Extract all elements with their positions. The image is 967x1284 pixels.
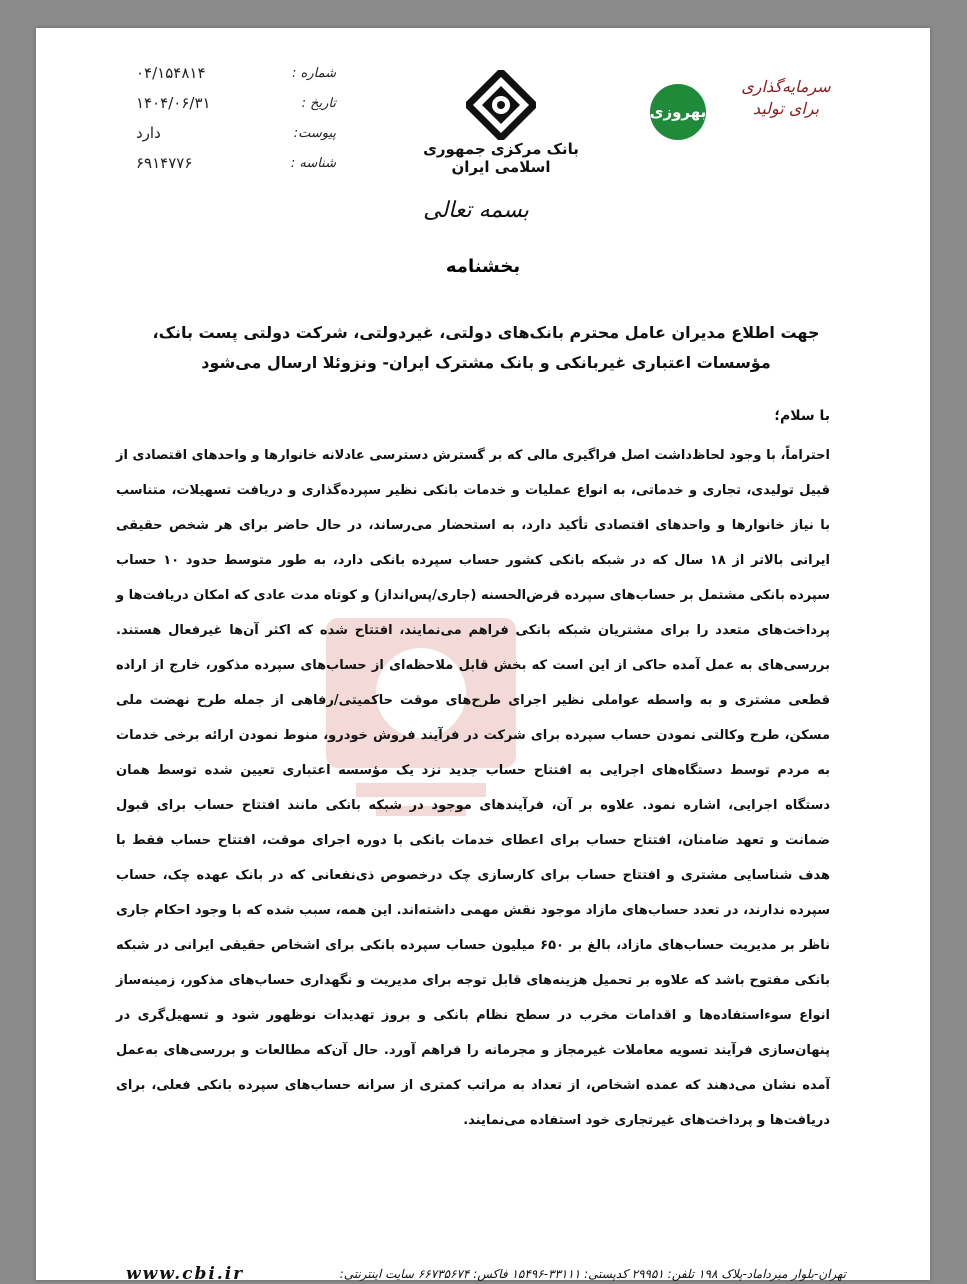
body-paragraph: احتراماً، با وجود لحاظ‌داشت اصل فراگیری مالی که بر گسترش دسترسی عادلانه خانوارها و واحدهای اقتصادی از قبیل تولیدی، تجاری و خدماتی، به انواع عملیات و خدمات بانکی نظیر سپرده‌گذاری و دریافت تسهیلات، متناسب با نیاز خانوارها و واحدهای اقتصادی تأکید دارد، به استحضار می‌رساند، در حال حاضر برای هر شخص حقیقی ایرانی بالاتر از ۱۸ سال که در شبکه بانکی کشور حساب سپرده بانکی دارد، به طور متوسط حدود ۱۰ حساب سپرده بانکی مشتمل بر حساب‌های سپرده قرض‌الحسنه (جاری/پس‌انداز) و کوتاه مدت عادی که امکان دریافت‌ها و پرداخت‌های متعدد را برای مشتریان شبکه بانکی فراهم می‌نمایند، افتتاح شده که اکثر آن‌ها غیرفعال هستند. بررسی‌های به عمل آمده حاکی از این است که بخش قابل ملاحظه‌ای از حساب‌های سپرده مذکور، خارج از اراده قطعی مشتری و به واسطه عواملی نظیر اجرای طرح‌های موقت حاکمیتی/رفاهی از جمله طرح نهضت ملی مسکن، طرح وکالتی نمودن حساب سپرده برای شرکت در فرآیند فروش خودرو، منوط نمودن ارائه برخی خدمات به مردم توسط دستگاه‌های اجرایی به افتتاح حساب جدید نزد یک مؤسسه اعتباری تعیین شده توسط همان دستگاه اجرایی، اشاره نمود. علاوه بر آن، فرآیندهای موجود در شبکه بانکی مانند افتتاح حساب برای قبول ضمانت و تعهد ضامنان، افتتاح حساب برای اعطای خدمات بانکی با دوره اجرای موقت، افتتاح حساب فقط با هدف شناسایی مشتری و افتتاح حساب برای کارسازی چک درخصوص ذی‌نفعانی که در بانک عهده چک، حساب سپرده ندارند، در تعدد حساب‌های مازاد موجود نقش مهمی داشته‌اند. این همه، سبب شده که با وجود احکام جاری ناظر بر مدیریت حساب‌های مازاد، بالغ بر ۶۵۰ میلیون حساب سپرده بانکی برای اشخاص حقیقی ایرانی در شبکه بانکی مفتوح باشد که علاوه بر تحمیل هزینه‌های قابل توجه برای مدیریت و نگهداری حساب‌های مذکور، زمینه‌ساز انواع سوءاستفاده‌ها و اقدامات مخرب در سطح نظام بانکی و بروز تهدیدات نوظهور شود و تسهیل‌گری در پنهان‌سازی فرآیند تسویه معاملات غیرمجاز و مجرمانه را فراهم آورد. حال آن‌که مطالعات و بررسی‌های به‌عمل آمده نشان می‌دهند که عمده اشخاص، از تعداد به مراتب کمتری از سرانه حساب‌های سپرده بانکی فعلی، برای دریافت‌ها و پرداخت‌های غیرتجاری خود استفاده می‌نمایند. <box>116 448 830 1128</box>
letter-meta <box>136 58 336 178</box>
meta-number <box>136 58 336 88</box>
besmellah: بسمه تعالی <box>423 198 529 223</box>
meta-id <box>136 148 336 178</box>
footer-address: تهران-بلوار میرداماد-پلاک ۱۹۸ تلفن: ۲۹۹۵۱ کدپستی: ۳۳۱۱۱-۱۵۴۹۶ فاکس: ۶۶۷۳۵۶۷۴ سایت اینترنتی: <box>339 1267 846 1281</box>
id-label: شناسه : <box>290 155 336 171</box>
meta-attachment <box>136 118 336 148</box>
attachment-label: پیوست: <box>293 125 336 141</box>
greeting: با سلام؛ <box>774 408 830 424</box>
recipients-line: جهت اطلاع مدیران عامل محترم بانک‌های دولتی، غیردولتی، شرکت دولتی پست بانک، مؤسسات اعتباری غیربانکی و بانک مشترک ایران- ونزوئلا ارسال می‌شود <box>152 323 820 372</box>
central-bank-logo-icon <box>466 70 536 140</box>
footer-website[interactable]: www.cbi.ir <box>126 1264 245 1284</box>
attachment-value: دارد <box>136 124 161 142</box>
bank-name: بانک مرکزی جمهوری اسلامی ایران <box>423 140 579 176</box>
date-value: ۱۴۰۴/۰۶/۳۱ <box>136 94 211 112</box>
id-value: ۶۹۱۴۷۷۶ <box>136 154 193 172</box>
footer <box>126 1264 846 1284</box>
meta-date <box>136 88 336 118</box>
behroozi-logo-text: بهروزی <box>649 103 707 121</box>
date-label: تاریخ : <box>301 95 336 111</box>
year-slogan-logo: سرمایه‌گذاری برای تولید <box>741 77 831 118</box>
number-value: ۰۴/۱۵۴۸۱۴ <box>136 64 206 82</box>
document-page <box>36 28 930 1284</box>
document-title: بخشنامه <box>445 256 521 277</box>
behroozi-logo <box>650 84 706 140</box>
number-label: شماره : <box>292 65 336 81</box>
